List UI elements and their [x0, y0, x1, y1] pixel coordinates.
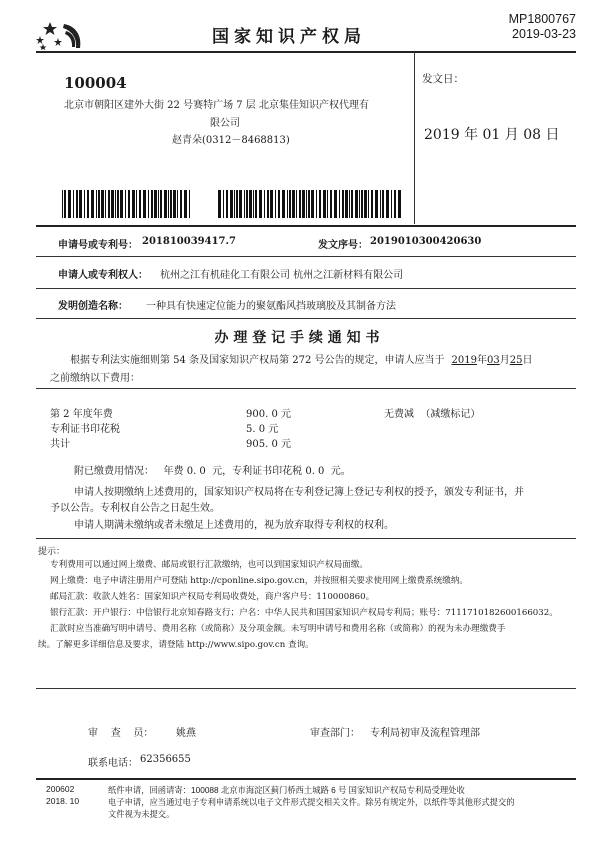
e-filing-instruction-1: 电子申请，应当通过电子专利申请系统以电子文件形式提交相关文件。除另有规定外，以纸件等其他形式提交的 [108, 797, 515, 807]
form-version: 2018. 10 [46, 796, 80, 806]
fee-amount: 900. 0 元 [246, 409, 291, 420]
tip-line: 专利费用可以通过网上缴费、邮局或银行汇款缴纳，也可以到国家知识产权局面缴。 [50, 560, 368, 570]
due-year: 2019 [451, 355, 477, 366]
invention-title-value: 一种具有快速定位能力的聚氨酯风挡玻璃胶及其制备方法 [146, 301, 396, 312]
doc-date: 2019-03-23 [512, 27, 576, 41]
form-code: 200602 [46, 784, 75, 794]
barcode-left [62, 190, 194, 218]
tip-line: 邮局汇款：收款人姓名：国家知识产权局专利局收费处，商户客户号：110000860。 [50, 592, 375, 602]
fee-top-rule [36, 388, 576, 389]
notice-intro-line-2: 之前缴纳以下费用： [50, 373, 140, 384]
header-rule [36, 51, 576, 53]
tip-line: 续。了解更多详细信息及要求，请登陆 http://www.sipo.gov.cn 查询。 [38, 640, 314, 650]
contact: 赵青朵(0312－8468813) [172, 135, 290, 146]
serial-number-label: 发文序号： [318, 240, 368, 251]
applicant-value: 杭州之江有机硅化工有限公司 杭州之江新材料有限公司 [160, 270, 404, 281]
notice-title: 办 理 登 记 手 续 通 知 书 [214, 330, 380, 346]
address-line-2: 限公司 [210, 118, 240, 129]
reviewer-name: 姚燕 [176, 728, 196, 739]
doc-code: MP1800767 [508, 12, 576, 26]
application-number-label: 申请号或专利号： [58, 240, 138, 251]
tip-line: 汇款时应当准确写明申请号、费用名称（或简称）及分项金额。未写明申请号和费用名称（或简称）的视为未办理缴费手 [50, 624, 506, 634]
review-dept-name: 专利局初审及流程管理部 [370, 728, 480, 739]
year-unit: 年 [476, 355, 487, 366]
month-unit: 月 [499, 355, 510, 366]
tips-top-rule [36, 538, 576, 539]
intro-text: 根据专利法实施细则第 54 条及国家知识产权局第 272 号公告的规定，申请人应当于 [70, 355, 445, 366]
tip-line: 网上缴费：电子申请注册用户可登陆 http://cponline.sipo.gov.cn，并按照相关要求使用网上缴费系统缴纳。 [50, 576, 469, 586]
paid-fees-line: 附已缴费用情况： 年费 0. 0 元，专利证书印花税 0. 0 元。 [74, 466, 351, 477]
fee-amount: 5. 0 元 [246, 424, 279, 435]
fee-item: 专利证书印花税 [50, 424, 120, 435]
fee-item: 第 2 年度年费 [50, 409, 113, 420]
issue-date-label: 发文日： [422, 73, 464, 85]
paragraph-1-line-1: 申请人按期缴纳上述费用的，国家知识产权局将在专利登记簿上登记专利权的授予，颁发专利证书，并 [74, 487, 524, 498]
phone-value: 62356655 [140, 754, 191, 765]
tips-label: 提示： [38, 547, 66, 557]
notice-intro-line-1 [70, 351, 532, 366]
paragraph-2: 申请人期满未缴纳或者未缴足上述费用的，视为放弃取得专利权的权利。 [74, 520, 394, 531]
office-name: 国家知识产权局 [212, 27, 366, 46]
mail-instruction: 纸件申请，回函请寄：100088 北京市海淀区蓟门桥西土城路 6 号 国家知识产权局专利局受理处收 [108, 785, 465, 795]
cnipa-logo-icon [36, 20, 84, 50]
e-filing-instruction-2: 文件视为未提交。 [108, 809, 175, 819]
postcode: 100004 [64, 74, 127, 92]
address-divider [414, 52, 415, 224]
phone-label: 联系电话： [88, 758, 138, 769]
due-day: 25 [509, 355, 523, 366]
footer-rule [36, 778, 576, 780]
fee-amount: 905. 0 元 [246, 439, 291, 450]
address-line-1: 北京市朝阳区建外大街 22 号赛特广场 7 层 北京集佳知识产权代理有 [64, 100, 369, 111]
serial-number-value: 2019010300420630 [370, 236, 482, 247]
fee-note: 无费减 （减缴标记） [384, 409, 481, 420]
day-unit: 日 [522, 355, 533, 366]
paragraph-1-line-2: 予以公告。专利权自公告之日起生效。 [50, 503, 220, 514]
applicant-label: 申请人或专利权人： [58, 270, 148, 281]
row-rule-3 [36, 318, 576, 319]
application-number-value: 201810039417.7 [142, 236, 236, 247]
barcode-right [218, 190, 404, 218]
reviewer-label: 审 查 员： [88, 728, 154, 739]
tips-bottom-rule [36, 688, 576, 689]
address-bottom-rule [36, 225, 576, 227]
fee-item: 共计 [50, 439, 70, 450]
review-dept-label: 审查部门： [310, 728, 360, 739]
tip-line: 银行汇款：开户银行：中信银行北京知春路支行；户名：中华人民共和国国家知识产权局专利局；账号：7111710182600166032。 [50, 608, 558, 618]
due-month: 03 [486, 355, 500, 366]
row-rule-2 [36, 288, 576, 289]
issue-date-value: 2019 年 01 月 08 日 [424, 127, 560, 143]
invention-title-label: 发明创造名称： [58, 301, 128, 312]
row-rule-1 [36, 256, 576, 257]
